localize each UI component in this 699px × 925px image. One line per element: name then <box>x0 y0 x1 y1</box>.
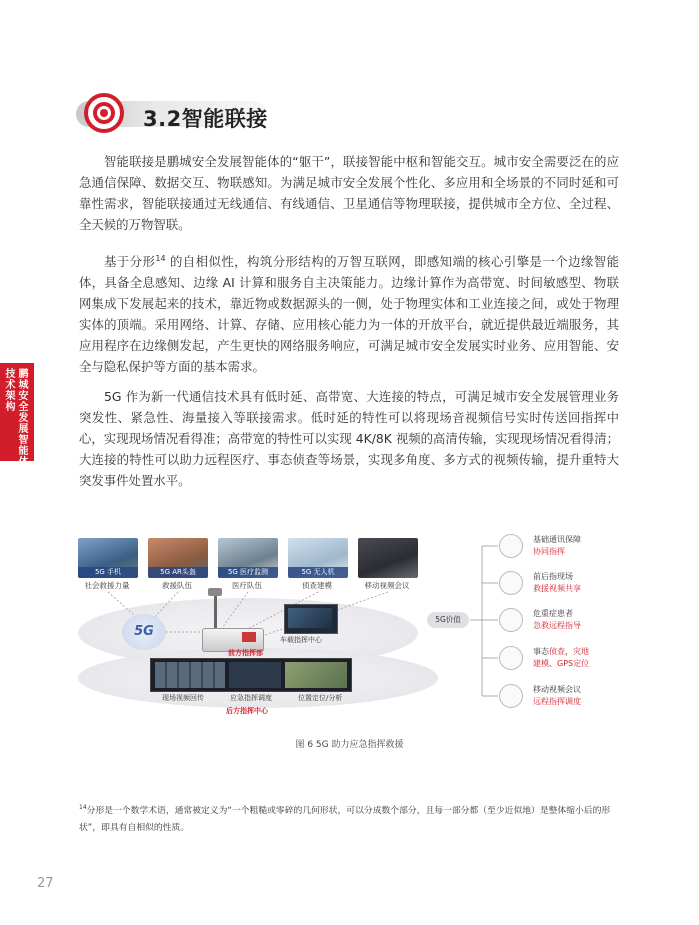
value-sub: GPS定位 <box>557 659 590 668</box>
value-title: 基础通讯保障 <box>533 535 581 544</box>
value-sub: 协同指挥 <box>533 547 565 556</box>
value-sub: 急救远程指导 <box>533 621 581 630</box>
site-video-label: 现场视频回传 <box>162 694 204 702</box>
value-sub: 建模 <box>533 659 549 668</box>
value-item-2 <box>499 569 629 599</box>
value-sub: 远程指挥调度 <box>533 697 581 706</box>
location-analysis-label: 位置定位/分析 <box>298 694 343 702</box>
5g-badge: 5G <box>122 614 166 650</box>
paragraph-2 <box>79 248 619 377</box>
antenna-icon <box>208 588 222 596</box>
5g-value-pill: 5G价值 <box>427 612 469 628</box>
thumb-caption: 移动视频会议 <box>364 581 410 590</box>
medical-icon <box>499 608 523 632</box>
footnote-text: 分形是一个数学术语，通常被定义为“一个粗糙或零碎的几何形状，可以分成数个部分，且每一部分都（至少近似地）是整体缩小后的形状”，即具有自相似的性质。 <box>79 805 611 833</box>
page-number: 27 <box>37 876 54 891</box>
rear-command-label: 后方指挥中心 <box>226 707 268 715</box>
value-sub-sep: 、 <box>549 659 557 668</box>
value-item-text <box>533 646 633 670</box>
thumb-caption: 侦查建模 <box>302 581 332 590</box>
heading-target-icon <box>84 93 124 133</box>
value-title: 事态 <box>533 647 549 656</box>
side-tab-line2: 技术架构 <box>5 369 16 413</box>
thumb-label: 5G 医疗监测 <box>218 567 278 578</box>
thumb-caption: 救援队伍 <box>162 581 192 590</box>
thumb-label: 5G 手机 <box>78 567 138 578</box>
cloud-icon <box>499 534 523 558</box>
value-item-4 <box>499 644 629 674</box>
value-title: 危重症患者 <box>533 609 573 618</box>
value-title-red: 侦查 <box>549 647 565 656</box>
figure-5g-emergency <box>72 528 632 758</box>
section-title: 3.2智能联接 <box>143 107 268 131</box>
side-chapter-tab <box>0 363 34 468</box>
rear-video-wall <box>150 658 352 692</box>
value-item-text <box>533 684 633 708</box>
footnote <box>79 799 619 837</box>
value-bracket <box>470 528 500 718</box>
value-item-text <box>533 608 633 632</box>
paragraph-2-start: 基于分形 <box>104 254 156 270</box>
front-command-label: 前方指挥部 <box>228 649 263 657</box>
paragraph-2-rest: 的自相似性，构筑分形结构的万智互联网，即感知端的核心引擎是一个边缘智能体，具备全息感知、边缘 AI 计算和服务自主决策能力。边缘计算作为高带宽、时间敏感型、物联网集成下发展起来的技术，靠近物或数据源头的一侧，处于物理实体和工业连接之间，或处于物理实体的顶端。采用网络、计算、存储、应用核心能力为一体的开放平台，就近提供最近端服务，其应用程序在边缘侧发起，产生更快的网络服务响应，可满足城市安全发展实时业务、应用智能、安全与隐私保护等方面的基本需求。 <box>79 254 619 375</box>
value-item-text <box>533 534 633 558</box>
value-title: 移动视频会议 <box>533 685 581 694</box>
truck-cab <box>242 632 256 642</box>
thumb-caption: 社会救援力量 <box>84 581 130 590</box>
footnote-ref[interactable]: 14 <box>155 254 166 263</box>
thumb-label: 5G 无人机 <box>288 567 348 578</box>
value-item-3 <box>499 606 629 636</box>
paragraph-3: 5G 作为新一代通信技术具有低时延、高带宽、大连接的特点，可满足城市安全发展管理业务突发性、紧急性、海量接入等联接需求。低时延的特性可以将现场音视频信号实时传送回指挥中心，实现现场情况看得准；高带宽的特性可以实现 4K/8K 视频的高清传输，实现现场情况看得清；大连接的特性可以助力远程医疗、事态侦查等场景，实现多角度、多方式的视频传输，提升重特大突发事件处置水平。 <box>79 389 619 488</box>
emergency-dispatch-label: 应急指挥调度 <box>230 694 272 702</box>
value-sub: 救援视频共享 <box>533 584 581 593</box>
train-icon <box>499 684 523 708</box>
footnote-number: 14 <box>79 804 87 811</box>
video-icon <box>499 571 523 595</box>
value-item-5 <box>499 682 629 712</box>
value-title-sep: ， <box>565 647 573 656</box>
thumb-label: 5G AR头盔 <box>148 567 208 578</box>
figure-caption: 图 6 5G 助力应急指挥救援 <box>295 740 404 750</box>
value-item-1 <box>499 532 629 562</box>
paragraph-1: 智能联接是鹏城安全发展智能体的“躯干”，联接智能中枢和智能交互。城市安全需要泛在的应急通信保障、数据交互、物联感知。为满足城市安全发展个性化、多应用和全场景的不同时延和可靠性需求，智能联接通过无线通信、有线通信、卫星通信等物理联接，提供城市全方位、全过程、全天候的万物智联。 <box>79 154 619 232</box>
vehicle-command-label: 车载指挥中心 <box>280 636 322 644</box>
map-icon <box>499 646 523 670</box>
value-title-red: 灾地 <box>573 647 589 656</box>
vehicle-monitor <box>284 604 338 634</box>
value-item-text <box>533 571 633 595</box>
side-tab-line1: 鹏城安全发展智能体 <box>18 369 29 468</box>
value-title: 前后指现场 <box>533 572 573 581</box>
thumb-caption: 医疗队伍 <box>232 581 262 590</box>
